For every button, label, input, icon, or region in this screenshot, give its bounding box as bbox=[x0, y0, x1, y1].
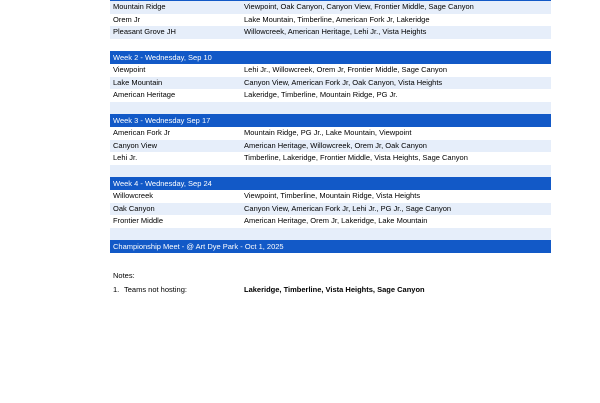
table-row bbox=[110, 26, 551, 39]
note-value: Lakeridge, Timberline, Vista Heights, Sage Canyon bbox=[244, 285, 425, 294]
visiting-schools: Viewpoint, Timberline, Mountain Ridge, Vista Heights bbox=[244, 191, 421, 200]
visiting-schools: American Heritage, Willowcreek, Orem Jr, Oak Canyon bbox=[244, 140, 427, 150]
spacer-row bbox=[110, 165, 551, 178]
table-row bbox=[110, 14, 551, 27]
host-school: Lake Mountain bbox=[113, 77, 163, 87]
spacer-row bbox=[110, 228, 551, 241]
visiting-schools: Canyon View, American Fork Jr, Oak Canyon, Vista Heights bbox=[244, 77, 443, 87]
visiting-schools: American Heritage, Orem Jr, Lakeridge, Lake Mountain bbox=[244, 216, 428, 225]
table-row bbox=[110, 127, 551, 140]
host-school: Oak Canyon bbox=[113, 203, 155, 213]
note-number: 1. bbox=[113, 285, 120, 294]
visiting-schools: Canyon View, American Fork Jr, Lehi Jr., PG Jr., Sage Canyon bbox=[244, 203, 452, 213]
host-school: American Heritage bbox=[113, 90, 176, 99]
spacer-row bbox=[110, 39, 551, 52]
table-row bbox=[110, 215, 551, 228]
note-label: Teams not hosting: bbox=[124, 285, 187, 294]
visiting-schools: Lake Mountain, Timberline, American Fork Jr, Lakeridge bbox=[244, 14, 430, 24]
visiting-schools: Mountain Ridge, PG Jr., Lake Mountain, Viewpoint bbox=[244, 128, 412, 137]
host-school: Viewpoint bbox=[113, 65, 146, 74]
week-3-block bbox=[110, 114, 551, 177]
week-1-block bbox=[110, 1, 551, 51]
visiting-schools: Viewpoint, Oak Canyon, Canyon View, Frontier Middle, Sage Canyon bbox=[244, 2, 474, 11]
host-school: Orem Jr bbox=[113, 14, 141, 24]
table-row bbox=[110, 1, 551, 14]
championship-header: Championship Meet - @ Art Dye Park - Oct 1, 2025 bbox=[110, 240, 551, 253]
table-row bbox=[110, 64, 551, 77]
week-header: Week 3 - Wednesday Sep 17 bbox=[110, 114, 551, 127]
host-school: Mountain Ridge bbox=[113, 2, 166, 11]
week-header: Week 4 - Wednesday, Sep 24 bbox=[110, 177, 551, 190]
week-4-block bbox=[110, 177, 551, 240]
schedule-sheet bbox=[110, 0, 551, 253]
table-row bbox=[110, 140, 551, 153]
spacer-row bbox=[110, 102, 551, 115]
table-row bbox=[110, 89, 551, 102]
table-row bbox=[110, 190, 551, 203]
host-school: American Fork Jr bbox=[113, 128, 171, 137]
table-row bbox=[110, 203, 551, 216]
visiting-schools: Lehi Jr., Willowcreek, Orem Jr, Frontier Middle, Sage Canyon bbox=[244, 65, 447, 74]
table-row bbox=[110, 152, 551, 165]
visiting-schools: Timberline, Lakeridge, Frontier Middle, Vista Heights, Sage Canyon bbox=[244, 153, 468, 162]
week-header: Week 2 - Wednesday, Sep 10 bbox=[110, 51, 551, 64]
visiting-schools: Lakeridge, Timberline, Mountain Ridge, PG Jr. bbox=[244, 90, 398, 99]
table-row bbox=[110, 77, 551, 90]
week-2-block bbox=[110, 51, 551, 114]
host-school: Frontier Middle bbox=[113, 216, 164, 225]
host-school: Willowcreek bbox=[113, 191, 154, 200]
notes-title: Notes: bbox=[113, 271, 135, 280]
host-school: Lehi Jr. bbox=[113, 153, 138, 162]
host-school: Pleasant Grove JH bbox=[113, 27, 176, 36]
host-school: Canyon View bbox=[113, 140, 158, 150]
visiting-schools: Willowcreek, American Heritage, Lehi Jr., Vista Heights bbox=[244, 27, 427, 36]
